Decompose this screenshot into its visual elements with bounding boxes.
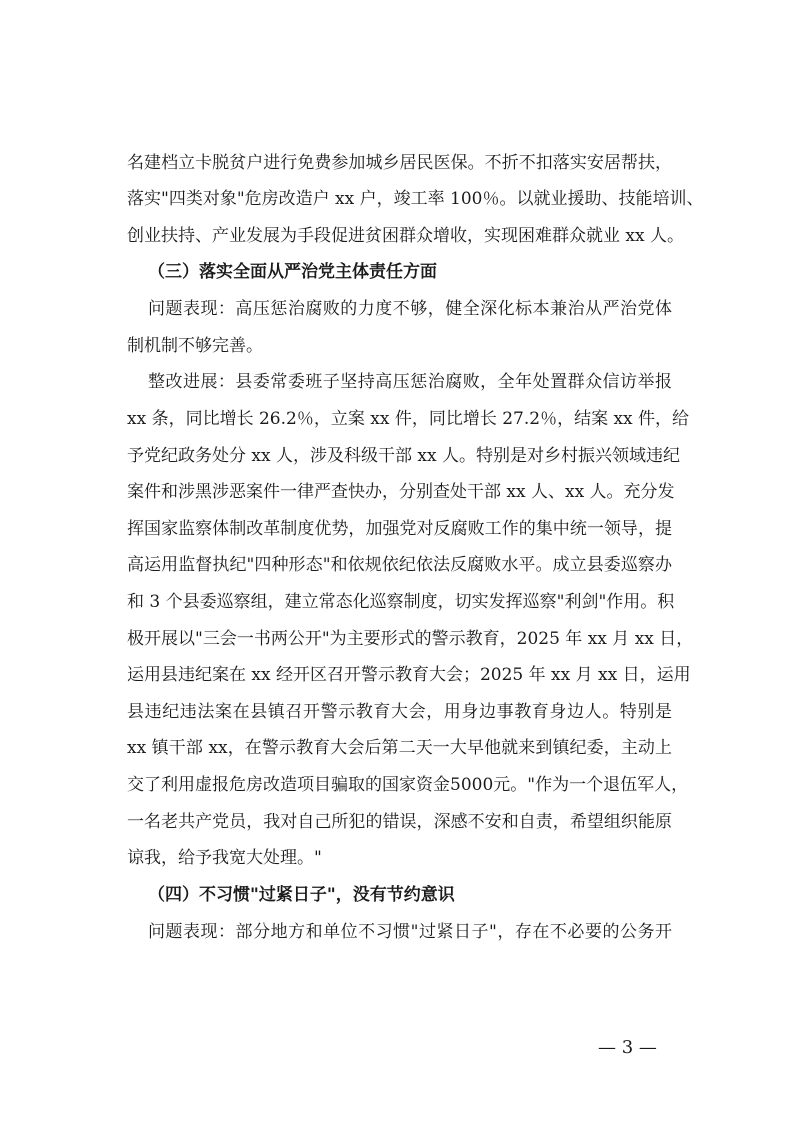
body-line: 一名老共产党员，我对自己所犯的错误，深感不安和自责，希望组织能原 — [127, 812, 672, 832]
body-line: 名建档立卡脱贫户进行免费参加城乡居民医保。不折不扣落实安居帮扶， — [127, 153, 672, 173]
body-line: 县违纪违法案在县镇召开警示教育大会，用身边事教育身边人。特别是 — [127, 702, 672, 722]
body-line: 整改进展：县委常委班子坚持高压惩治腐败，全年处置群众信访举报 — [148, 372, 672, 392]
body-line: 案件和涉黑涉恶案件一律严查快办，分别查处干部 xx 人、xx 人。充分发 — [127, 482, 675, 502]
body-line: 问题表现：部分地方和单位不习惯"过紧日子"，存在不必要的公务开 — [148, 922, 672, 942]
body-line: 谅我，给予我宽大处理。" — [127, 848, 322, 868]
body-line: 落实"四类对象"危房改造户 xx 户，竣工率 100％。以就业援助、技能培训、 — [127, 189, 704, 209]
body-line: xx 条，同比增长 26.2％，立案 xx 件，同比增长 27.2％，结案 xx 件，给 — [127, 409, 690, 429]
body-line: xx 镇干部 xx，在警示教育大会后第二天一大早他就来到镇纪委，主动上 — [127, 738, 672, 758]
body-line: 极开展以"三会一书两公开"为主要形式的警示教育，2025 年 xx 月 xx 日， — [127, 629, 694, 649]
body-line: 高运用监督执纪"四种形态"和依规依纪依法反腐败水平。成立县委巡察办 — [127, 555, 672, 575]
section-heading-4: （四）不习惯"过紧日子"，没有节约意识 — [148, 885, 455, 905]
body-line: 创业扶持、产业发展为手段促进贫困群众增收，实现困难群众就业 xx 人。 — [127, 226, 684, 246]
body-line: 运用县违纪案在 xx 经开区召开警示教育大会；2025 年 xx 月 xx 日，运用 — [127, 665, 691, 685]
body-line: 予党纪政务处分 xx 人，涉及科级干部 xx 人。特别是对乡村振兴领域违纪 — [127, 446, 680, 466]
section-heading-3: （三）落实全面从严治党主体责任方面 — [148, 262, 437, 282]
page-number: — 3 — — [598, 1037, 657, 1058]
body-line: 交了利用虚报危房改造项目骗取的国家资金5000元。"作为一个退伍军人， — [127, 775, 689, 795]
body-line: 和 3 个县委巡察组，建立常态化巡察制度，切实发挥巡察"利剑"作用。积 — [127, 592, 675, 612]
body-line: 制机制不够完善。 — [127, 336, 263, 356]
body-line: 挥国家监察体制改革制度优势，加强党对反腐败工作的集中统一领导，提 — [127, 519, 672, 539]
body-line: 问题表现：高压惩治腐败的力度不够，健全深化标本兼治从严治党体 — [148, 299, 672, 319]
